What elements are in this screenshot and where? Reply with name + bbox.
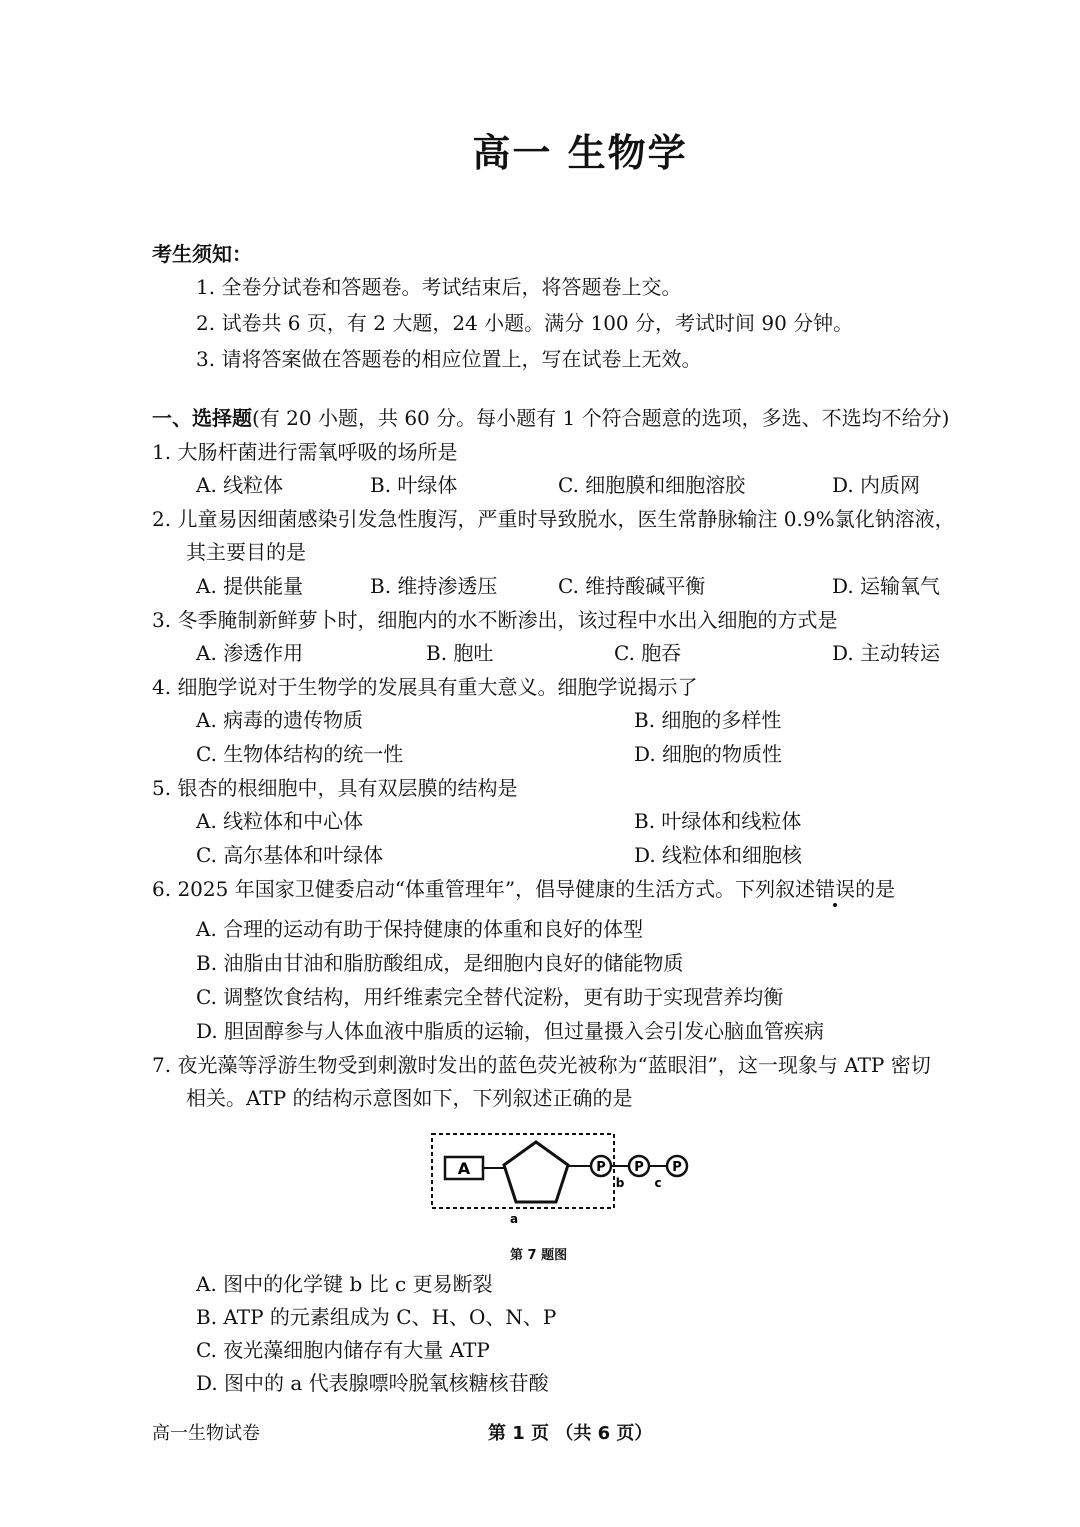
figure-caption: 第 7 题图: [510, 1248, 568, 1263]
page-title: 高一 生物学: [472, 131, 688, 175]
question-stem: 1. 大肠杆菌进行需氧呼吸的场所是: [152, 440, 458, 464]
option: C. 高尔基体和叶绿体: [196, 843, 384, 867]
option: D. 图中的 a 代表腺嘌呤脱氧核糖核苷酸: [196, 1371, 549, 1395]
option: D. 主动转运: [832, 641, 941, 665]
question-stem: 4. 细胞学说对于生物学的发展具有重大意义。细胞学说揭示了: [152, 675, 698, 699]
section-label: 一、选择题: [152, 406, 252, 430]
label-c: c: [654, 1176, 662, 1190]
option: A. 线粒体: [196, 473, 284, 497]
option: B. 叶绿体: [370, 473, 458, 497]
section-description: (有 20 小题，共 60 分。每小题有 1 个符合题意的选项，多选、不选均不给分): [252, 406, 950, 430]
notice-item: 1. 全卷分试卷和答题卷。考试结束后，将答题卷上交。: [196, 275, 682, 299]
option: D. 线粒体和细胞核: [634, 843, 803, 867]
option: A. 提供能量: [196, 574, 304, 598]
option: B. 油脂由甘油和脂肪酸组成，是细胞内良好的储能物质: [196, 951, 684, 975]
phosphate-label: P: [672, 1160, 682, 1175]
notice-item: 2. 试卷共 6 页，有 2 大题，24 小题。满分 100 分，考试时间 90 分钟。: [196, 311, 854, 335]
option: A. 图中的化学键 b 比 c 更易断裂: [196, 1272, 493, 1296]
option: A. 病毒的遗传物质: [196, 708, 364, 732]
phosphate-label: P: [634, 1160, 644, 1175]
question-stem: [152, 876, 895, 902]
ribose-pentagon: [504, 1142, 568, 1202]
section-heading: [152, 405, 949, 431]
stem-part: 6. 2025 年国家卫健委启动“体重管理年”，倡导健康的生活方式。下列叙述: [152, 877, 816, 901]
option: D. 内质网: [832, 473, 921, 497]
footer-left: 高一生物试卷: [152, 1423, 260, 1444]
option: B. ATP 的元素组成为 C、H、O、N、P: [196, 1305, 557, 1329]
option: B. 细胞的多样性: [634, 708, 782, 732]
emphasis-text: 错误: [815, 877, 856, 901]
option: D. 胆固醇参与人体血液中脂质的运输，但过量摄入会引发心脑血管疾病: [196, 1019, 825, 1043]
adenine-label: A: [457, 1159, 471, 1178]
option: C. 维持酸碱平衡: [558, 574, 706, 598]
notice-item: 3. 请将答案做在答题卷的相应位置上，写在试卷上无效。: [196, 347, 702, 371]
label-b: b: [615, 1176, 625, 1190]
option: C. 胞吞: [614, 641, 682, 665]
question-stem: 其主要目的是: [186, 540, 306, 564]
label-a: a: [509, 1212, 519, 1226]
option: B. 胞吐: [426, 641, 494, 665]
question-stem: 3. 冬季腌制新鲜萝卜时，细胞内的水不断渗出，该过程中水出入细胞的方式是: [152, 608, 838, 632]
phosphate-label: P: [596, 1160, 606, 1175]
question-stem: 5. 银杏的根细胞中，具有双层膜的结构是: [152, 776, 518, 800]
option: C. 生物体结构的统一性: [196, 742, 404, 766]
notice-heading: 考生须知：: [152, 242, 252, 266]
question-stem: 7. 夜光藻等浮游生物受到刺激时发出的蓝色荧光被称为“蓝眼泪”，这一现象与 ATP 密切: [152, 1053, 931, 1077]
option: A. 渗透作用: [196, 641, 304, 665]
option: B. 叶绿体和线粒体: [634, 809, 802, 833]
option: C. 调整饮食结构，用纤维素完全替代淀粉，更有助于实现营养均衡: [196, 985, 784, 1009]
stem-part: 的是: [855, 877, 896, 901]
page-number: 第 1 页 （共 6 页）: [488, 1423, 653, 1444]
option: A. 合理的运动有助于保持健康的体重和良好的体型: [196, 917, 644, 941]
option: B. 维持渗透压: [370, 574, 498, 598]
option: C. 夜光藻细胞内储存有大量 ATP: [196, 1338, 490, 1362]
option: A. 线粒体和中心体: [196, 809, 364, 833]
question-stem: 相关。ATP 的结构示意图如下，下列叙述正确的是: [186, 1086, 633, 1110]
option: D. 细胞的物质性: [634, 742, 783, 766]
atp-structure-diagram: [428, 1130, 700, 1230]
option: D. 运输氧气: [832, 574, 941, 598]
question-stem: 2. 儿童易因细菌感染引发急性腹泻，严重时导致脱水，医生常静脉输注 0.9%氯化钠溶液，: [152, 507, 955, 531]
option: C. 细胞膜和细胞溶胶: [558, 473, 746, 497]
